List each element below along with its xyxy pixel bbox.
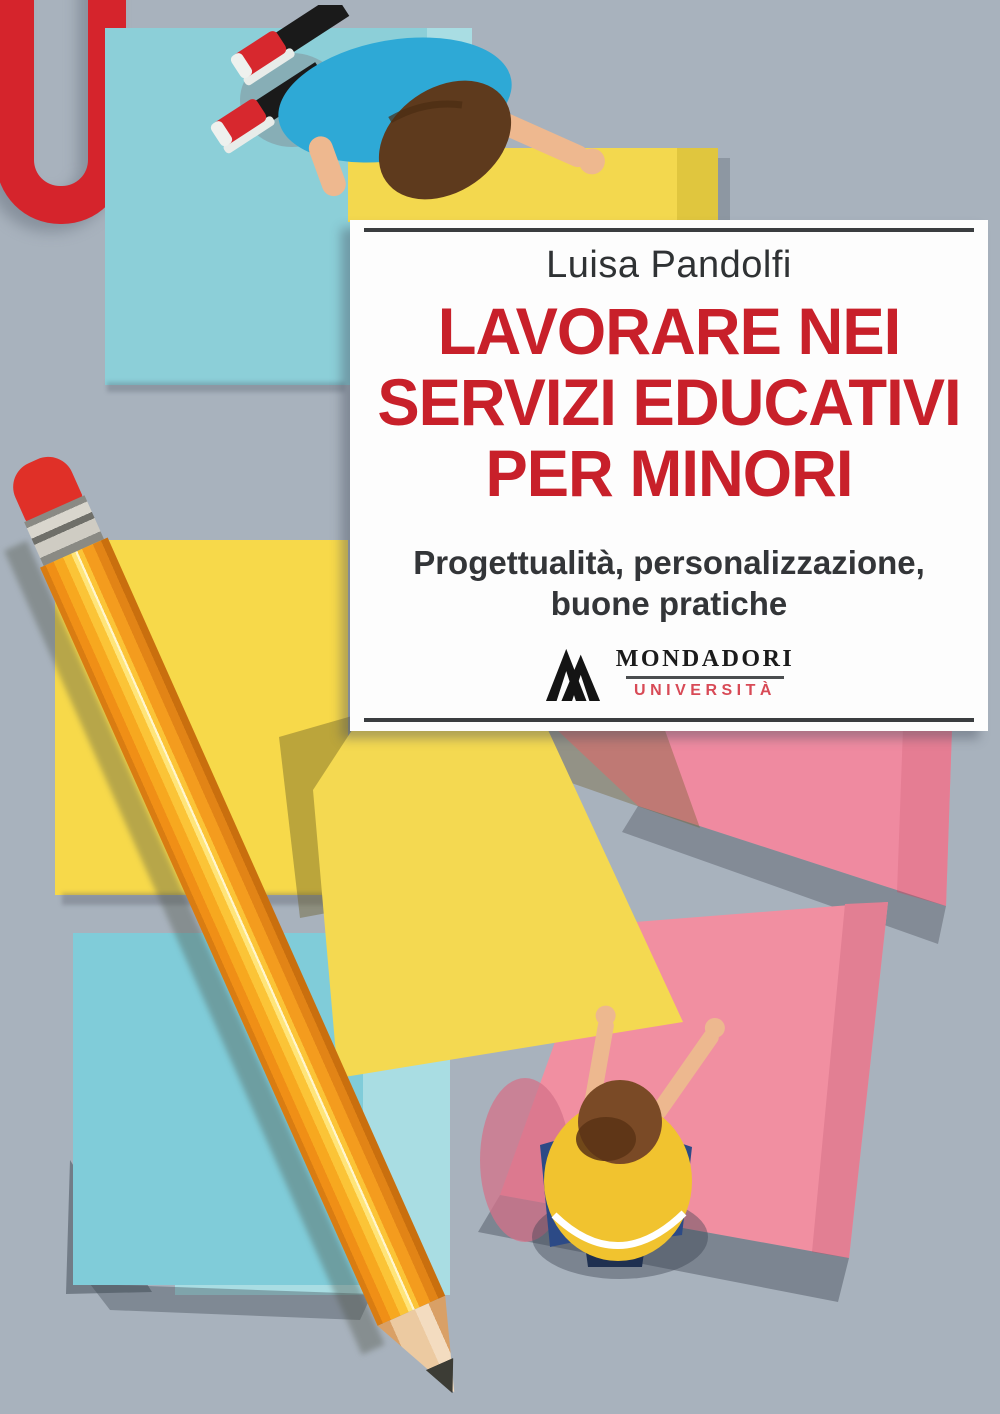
panel-rule-bottom xyxy=(364,718,974,722)
child-bottom-hair-shade xyxy=(576,1117,636,1161)
publisher-imprint: UNIVERSITÀ xyxy=(634,682,776,699)
book-title-line-2: SERVIZI EDUCATIVI xyxy=(377,365,961,439)
book-subtitle-line-2: buone pratiche xyxy=(550,585,788,622)
book-subtitle xyxy=(350,542,988,624)
title-panel xyxy=(350,220,988,731)
book-subtitle-line-1: Progettualità, personalizzazione, xyxy=(413,544,925,581)
mondadori-monogram-icon xyxy=(544,645,602,701)
publisher-logo xyxy=(350,645,988,701)
sticky-note-yellow-top-shadow xyxy=(718,158,730,222)
book-title-line-3: PER MINORI xyxy=(485,436,853,510)
publisher-name: MONDADORI xyxy=(615,646,795,672)
child-bottom-illustration xyxy=(470,985,760,1285)
book-title-line-1: LAVORARE NEI xyxy=(437,294,901,368)
child-top-illustration xyxy=(200,5,620,225)
author-name: Luisa Pandolfi xyxy=(546,244,792,286)
publisher-logo-rule xyxy=(626,676,784,679)
sticky-note-yellow-top-fold xyxy=(677,148,718,222)
panel-rule-top xyxy=(364,228,974,232)
sticky-note-cyan-top-shadow xyxy=(107,382,345,392)
book-title xyxy=(363,296,975,509)
publisher-logotype xyxy=(616,646,795,700)
